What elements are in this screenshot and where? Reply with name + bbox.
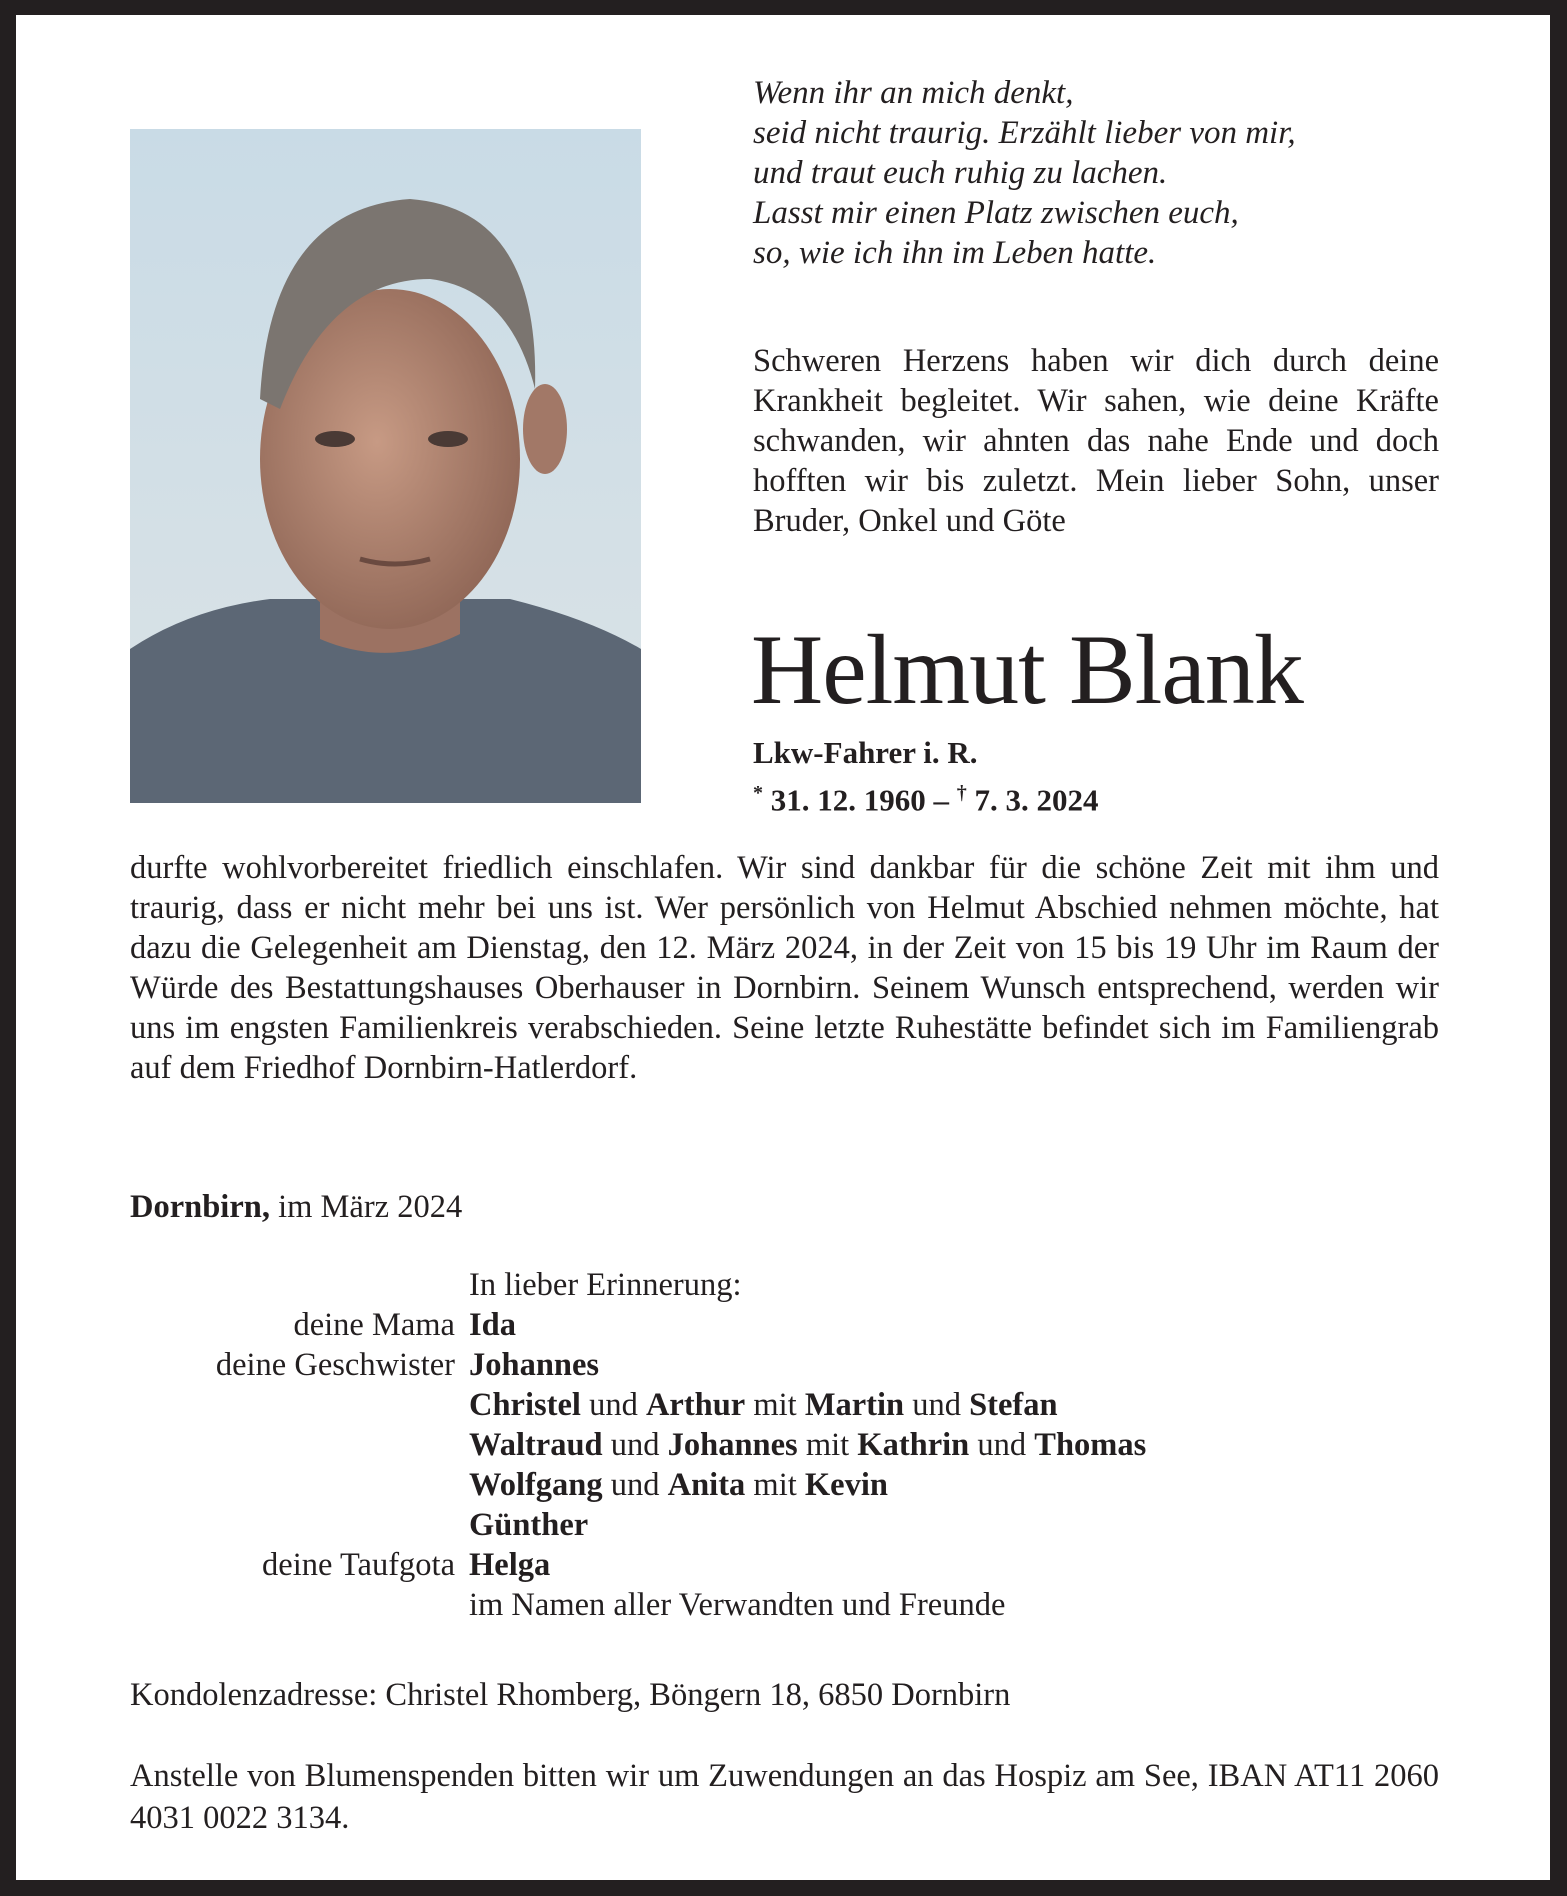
deceased-name: Helmut Blank	[751, 614, 1303, 725]
date-dash: –	[925, 782, 957, 818]
obituary-notice	[16, 15, 1550, 1880]
connector-text: und	[602, 1427, 668, 1463]
connector-text: und	[602, 1467, 668, 1503]
life-dates	[753, 773, 1099, 820]
body-text: durfte wohlvorbereitet friedlich einschlafen. Wir sind dankbar für die schöne Zeit mit ihm und traurig, dass er nicht mehr bei uns ist. Wer persönlich von Helmut Abschied nehmen möchte, hat dazu die Gelegenheit am Dienstag, den 12. März 2024, in der Zeit von 15 bis 19 Uhr im Raum der Würde des Bestattungshauses Oberhauser in Dornbirn. Seinem Wunsch entsprechend, werden wir uns im engsten Familienkreis verabschieden. Seine letzte Ruhestätte befindet sich im Familiengrab auf dem Friedhof Dornbirn-Hatlerdorf.	[130, 850, 1439, 1086]
relative-name: Wolfgang	[469, 1467, 603, 1503]
poem-line: seid nicht traurig. Erzählt lieber von mir,	[753, 115, 1296, 151]
relative-name: Ida	[469, 1307, 516, 1343]
relative-name: Johannes	[469, 1347, 600, 1383]
family-row	[130, 1585, 1146, 1625]
relative-name: Stefan	[969, 1387, 1058, 1423]
relation-label: deine Geschwister	[215, 1347, 455, 1383]
relation-label	[130, 1465, 469, 1505]
relatives-names	[469, 1305, 516, 1345]
relation-label	[130, 1385, 469, 1425]
death-date: 7. 3. 2024	[974, 782, 1099, 818]
relation-label	[130, 1505, 469, 1545]
relative-name: Helga	[469, 1547, 551, 1583]
relatives-names	[469, 1385, 1058, 1425]
relative-name: Arthur	[645, 1387, 746, 1423]
portrait-photo	[130, 129, 641, 803]
relative-name: Kathrin	[857, 1427, 970, 1463]
intro-text: Schweren Herzens haben wir dich durch deine Krankheit begleitet. Wir sahen, wie deine Kräfte schwanden, wir ahnten das nahe Ende und doch hofften wir bis zuletzt. Mein lieber Sohn, unser Bruder, Onkel und Göte	[753, 343, 1439, 539]
poem-line: so, wie ich ihn im Leben hatte.	[753, 235, 1157, 271]
place-city: Dornbirn,	[130, 1189, 270, 1225]
family-row	[130, 1505, 1146, 1545]
relatives-names	[469, 1545, 550, 1585]
birth-date: 31. 12. 1960	[770, 782, 926, 818]
place-month: im März 2024	[269, 1189, 463, 1225]
death-symbol: †	[956, 782, 967, 804]
family-row	[130, 1425, 1146, 1465]
occupation-and-dates	[753, 733, 1099, 820]
connector-text: mit	[745, 1467, 805, 1503]
poem-line: Wenn ihr an mich denkt,	[753, 75, 1074, 111]
relative-name: Kevin	[804, 1467, 888, 1503]
relation-label	[130, 1585, 469, 1625]
relative-name: Thomas	[1034, 1427, 1147, 1463]
relative-name: Martin	[804, 1387, 905, 1423]
relatives-names	[469, 1465, 888, 1505]
relatives-names	[469, 1425, 1146, 1465]
family-row	[130, 1465, 1146, 1505]
connector-text: und	[969, 1427, 1035, 1463]
place-date	[130, 1187, 462, 1227]
connector-text: und	[904, 1387, 970, 1423]
condolence-address: Kondolenzadresse: Christel Rhomberg, Böngern 18, 6850 Dornbirn	[130, 1677, 1011, 1713]
occupation: Lkw-Fahrer i. R.	[753, 735, 978, 770]
family-list	[130, 1305, 1146, 1625]
connector-text: mit	[745, 1387, 805, 1423]
family-row	[130, 1545, 1146, 1585]
family-row	[130, 1305, 1146, 1345]
relation-label: deine Taufgota	[262, 1547, 455, 1583]
connector-text: mit	[797, 1427, 858, 1463]
birth-symbol: *	[753, 782, 763, 804]
connector-text: und	[580, 1387, 646, 1423]
relatives-names	[469, 1585, 1005, 1625]
donation-note: Anstelle von Blumenspenden bitten wir um Zuwendungen an das Hospiz am See, IBAN AT11 2060 4031 0022 3134.	[130, 1758, 1439, 1836]
memory-heading: In lieber Erinnerung:	[469, 1267, 742, 1303]
poem	[753, 73, 1473, 273]
relative-name: Günther	[469, 1507, 589, 1543]
relative-name: Anita	[667, 1467, 746, 1503]
relation-label	[130, 1425, 469, 1465]
relative-name: Johannes	[667, 1427, 798, 1463]
poem-line: Lasst mir einen Platz zwischen euch,	[753, 195, 1239, 231]
family-row	[130, 1345, 1146, 1385]
relation-label: deine Mama	[293, 1307, 455, 1343]
family-row	[130, 1385, 1146, 1425]
relative-name: Waltraud	[469, 1427, 603, 1463]
relatives-names	[469, 1345, 599, 1385]
relatives-names	[469, 1505, 588, 1545]
poem-line: und traut euch ruhig zu lachen.	[753, 155, 1168, 191]
relative-name: Christel	[469, 1387, 581, 1423]
connector-text: im Namen aller Verwandten und Freunde	[469, 1587, 1006, 1623]
